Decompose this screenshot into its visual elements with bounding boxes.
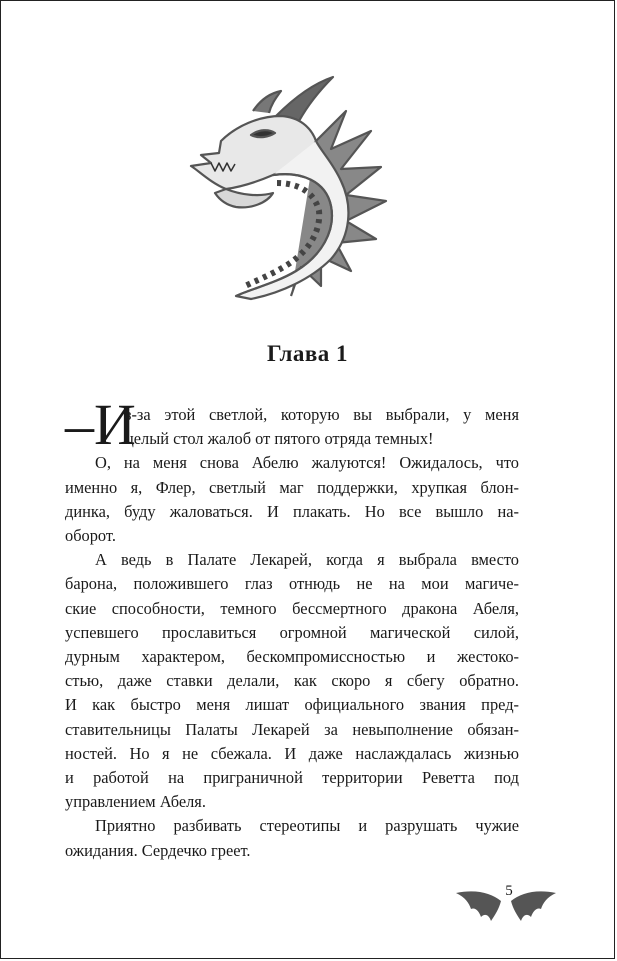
text-line: успевшего прославиться огромной магической силой, bbox=[65, 622, 519, 642]
paragraph bbox=[65, 451, 519, 548]
text-line: целый стол жалоб от пятого отряда темных! bbox=[125, 429, 434, 449]
drop-cap: –И bbox=[65, 392, 136, 457]
chapter-title: Глава 1 bbox=[266, 341, 349, 366]
text-line: ожидания. Сердечко греет. bbox=[65, 840, 251, 860]
text-line: дурным характером, бескомпромиссностью и жестоко- bbox=[65, 647, 519, 667]
chapter-text bbox=[65, 392, 519, 863]
text-line: ставительницы Палаты Лекарей за невыполнение обязан- bbox=[65, 719, 519, 739]
text-line: стью, даже ставки делали, как скоро я сбегу обратно. bbox=[65, 671, 519, 691]
dragon-head-illustration bbox=[181, 71, 401, 301]
text-line: и работой на приграничной территории Реветта под bbox=[65, 768, 519, 788]
page-number: 5 bbox=[505, 883, 513, 899]
text-line: ностей. Но я не сбежала. И даже наслаждалась жизнью bbox=[65, 743, 519, 763]
text-line: оборот. bbox=[65, 526, 116, 546]
text-line: Приятно разбивать стереотипы и разрушать чужие bbox=[95, 816, 519, 836]
text-line: управлением Абеля. bbox=[65, 792, 206, 812]
paragraph bbox=[65, 814, 519, 862]
text-line: барона, положившего глаз отнюдь не на мои магиче- bbox=[65, 574, 519, 594]
text-line: именно я, Флер, светлый маг поддержки, хрупкая блон- bbox=[65, 477, 519, 497]
text-line: ские способности, темного бессмертного дракона Абеля, bbox=[65, 598, 519, 618]
text-line: О, на меня снова Абелю жалуются! Ожидалось, что bbox=[95, 453, 519, 473]
text-line: динка, буду жаловаться. И плакать. Но все вышло на- bbox=[65, 501, 519, 521]
text-line: з-за этой светлой, которую вы выбрали, у меня bbox=[125, 405, 519, 424]
first-paragraph bbox=[65, 392, 519, 457]
paragraph bbox=[65, 548, 519, 814]
text-line: И как быстро меня лишат официального звания пред- bbox=[65, 695, 519, 715]
text-line: А ведь в Палате Лекарей, когда я выбрала вместо bbox=[95, 550, 519, 570]
